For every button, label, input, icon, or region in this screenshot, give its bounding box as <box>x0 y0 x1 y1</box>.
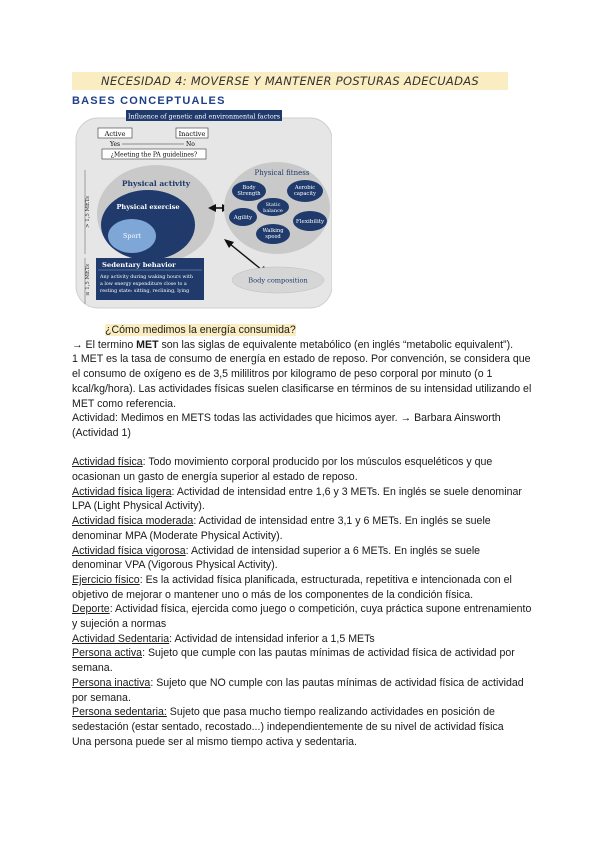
inactive-label: Inactive <box>178 130 206 138</box>
definition-item <box>72 676 532 705</box>
sedentary-desc-line-2: a low energy expenditure close to a <box>100 282 187 287</box>
definition-text: Sujeto que pasa mucho tiempo realizando actividades en posición de sedestación (estar sentado, recostado...) independientemente de su nivel de actividad física <box>72 706 504 733</box>
flexibility-label: Flexibility <box>295 219 325 225</box>
sport-label: Sport <box>123 232 141 240</box>
definition-item <box>72 602 532 631</box>
walking-speed-label-1: Walking <box>262 228 284 234</box>
definition-text: : Sujeto que cumple con las pautas mínimas de actividad física de actividad por semana. <box>72 647 515 675</box>
definition-text: : Actividad de intensidad entre 1,6 y 3 METs. En inglés se suele denominar LPA (Light Physical Activity). <box>72 485 522 513</box>
final-paragraph: Una persona puede ser al mismo tiempo activa y sedentaria. <box>72 735 358 748</box>
mets-low-label: ≤ 1,5 METs <box>85 264 91 296</box>
definitions-list <box>72 455 532 734</box>
aerobic-capacity-label-1: Aerobic <box>294 185 316 191</box>
mets-high-label: > 1,5 METs <box>85 196 91 228</box>
met-definition: 1 MET es la tasa de consumo de energía en estado de reposo. Por convención, se considera que el consumo de oxígeno es de 3,5 mililitros por kilogramo de peso corporal por minuto (o 1 kcal/kg/hora). Las actividades físicas suelen clasificarse en términos de su intensidad utilizando el MET como referencia. <box>72 353 532 410</box>
physical-activity-diagram <box>72 108 332 310</box>
definition-text: : Actividad física, ejercida como juego o competición, cuya práctica supone entrenamiento y sujeción a normas <box>72 603 532 631</box>
section-heading: BASES CONCEPTUALES <box>72 95 226 107</box>
met-term: MET <box>136 338 159 351</box>
definition-term: Actividad física <box>72 456 143 469</box>
influence-label: Influence of genetic and environmental factors <box>127 112 281 121</box>
question-line <box>72 323 532 338</box>
aerobic-capacity-label-2: capacity <box>294 191 316 197</box>
definition-item <box>72 514 532 543</box>
static-balance-label-2: balance <box>263 208 283 214</box>
definition-text: : Actividad de intensidad entre 3,1 y 6 METs. En inglés se suele denominar MPA (Moderate Physical Activity). <box>72 515 491 542</box>
physical-activity-label: Physical activity <box>121 179 191 188</box>
definition-item <box>72 632 532 647</box>
body-composition-label: Body composition <box>248 276 308 285</box>
met-prefix: → El termino <box>72 338 137 351</box>
meeting-label: ¿Meeting the PA guidelines? <box>110 151 198 159</box>
physical-fitness-label: Physical fitness <box>254 169 310 177</box>
definition-term: Ejercicio físico <box>72 573 140 586</box>
definition-text: : Actividad de intensidad inferior a 1,5 METs <box>169 632 375 645</box>
static-balance-label-1: Static <box>265 202 281 208</box>
definition-term: Deporte <box>72 603 110 616</box>
definition-text: : Actividad de intensidad superior a 6 METs. En inglés se suele denominar VPA (Vigorous Physical Activity). <box>72 544 481 572</box>
definition-text: : Sujeto que NO cumple con las pautas mínimas de actividad física de actividad por semana. <box>72 676 524 704</box>
walking-speed-label-2: speed <box>265 234 281 240</box>
page-title: NECESIDAD 4: MOVERSE Y MANTENER POSTURAS ADECUADAS <box>72 72 508 90</box>
sedentary-desc-line-3: resting state: sitting, reclining, lying <box>100 289 190 294</box>
definition-term: Actividad física moderada <box>72 515 194 528</box>
definition-term: Actividad Sedentaria <box>72 632 170 645</box>
definition-term: Persona sedentaria: <box>72 706 167 719</box>
active-label: Active <box>104 130 126 138</box>
definition-item <box>72 705 532 734</box>
question-text: ¿Cómo medimos la energía consumida? <box>105 324 296 336</box>
physical-exercise-label: Physical exercise <box>116 203 180 211</box>
definition-term: Persona activa <box>72 647 143 660</box>
definition-item <box>72 455 532 484</box>
body-text <box>72 323 532 749</box>
definition-term: Persona inactiva <box>72 676 151 689</box>
met-paragraph <box>72 338 532 353</box>
met-suffix: son las siglas de equivalente metabólico (en inglés “metabolic equivalent”). <box>158 338 514 351</box>
no-label: No <box>186 141 195 148</box>
yes-label: Yes <box>110 141 121 148</box>
actividad-paragraph: Actividad: Medimos en METS todas las actividades que hicimos ayer. → Barbara Ainsworth (Actividad 1) <box>72 412 501 439</box>
definition-item <box>72 646 532 675</box>
definition-item <box>72 573 532 602</box>
agility-label: Agility <box>233 215 253 221</box>
sedentary-desc-line-1: Any activity during waking hours with <box>100 275 193 280</box>
sedentary-behavior-label: Sedentary behavior <box>102 261 176 269</box>
definition-text: : Es la actividad física planificada, estructurada, repetitiva e intencionada con el objetivo de mejorar o mantener uno o más de los componentes de la condición física. <box>72 573 512 601</box>
definition-term: Actividad física ligera <box>72 485 172 498</box>
definition-text: : Todo movimiento corporal producido por los músculos esqueléticos y que ocasionan un gasto de energía superior al estado de reposo. <box>72 456 493 484</box>
definition-item <box>72 544 532 573</box>
body-strength-label-1: Body <box>242 185 256 191</box>
definition-item <box>72 485 532 514</box>
body-strength-label-2: Strength <box>237 191 261 197</box>
definition-term: Actividad física vigorosa <box>72 544 186 557</box>
